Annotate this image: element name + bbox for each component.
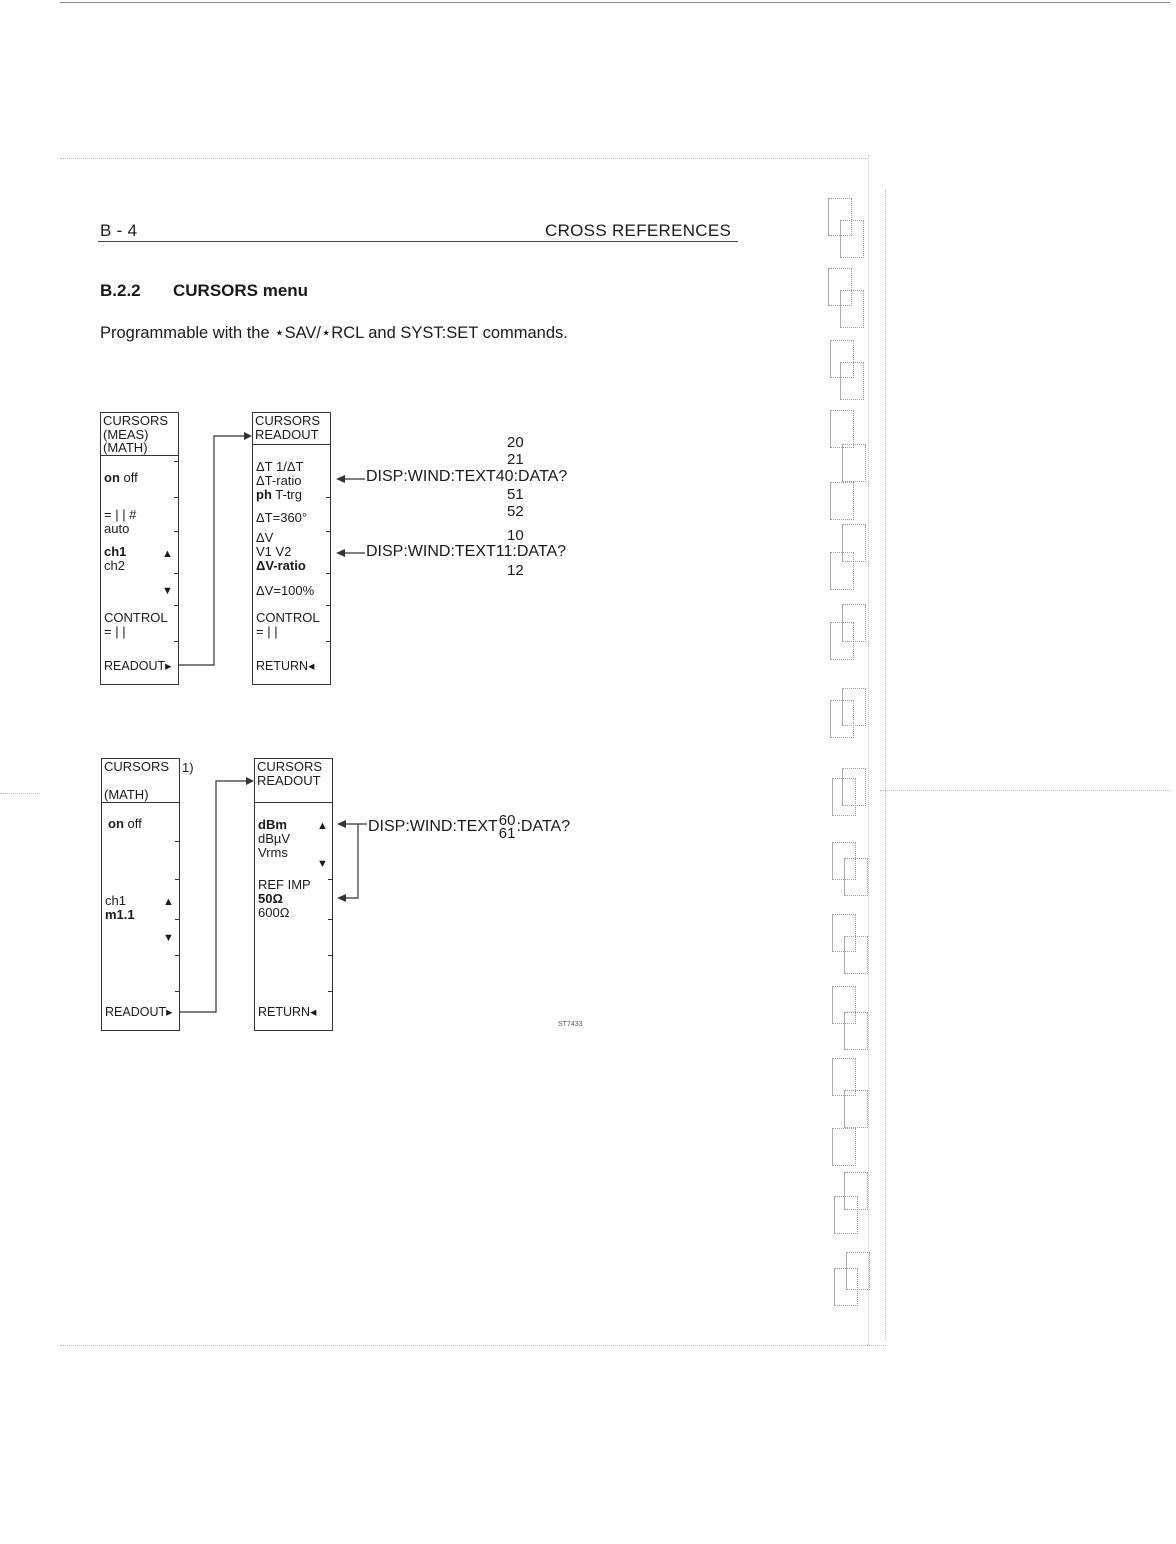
index-tab (830, 410, 854, 448)
command-index-60: 60 (498, 812, 516, 829)
command-index-51: 51 (507, 486, 524, 503)
command-text-3 (368, 814, 570, 840)
menu-title-line: CURSORS (104, 759, 170, 774)
command-suffix: :DATA? (516, 818, 571, 836)
softkey-divider (326, 497, 331, 498)
command-index-11: 11 (495, 543, 513, 560)
softkey-ref-imp[interactable]: REF IMP (258, 877, 311, 892)
intro-text: Programmable with the ⋆SAV/⋆RCL and SYST:SET commands. (100, 324, 568, 342)
up-arrow-icon: ▲ (162, 548, 173, 560)
softkey-delta-t-ratio[interactable]: ΔT-ratio (256, 473, 302, 488)
index-tab (840, 290, 864, 328)
softkey-50-ohm[interactable]: 50Ω (258, 891, 283, 906)
figure-code: ST7433 (558, 1021, 583, 1028)
menu-title-line: (MATH) (103, 440, 148, 455)
menu-title-line: READOUT (255, 426, 319, 442)
command-index-61: 61 (498, 825, 516, 842)
softkey-control[interactable]: CONTROL (256, 610, 320, 625)
header-rule (98, 241, 738, 242)
softkey-m1-1[interactable]: m1.1 (105, 907, 135, 922)
command-index-stack (499, 814, 516, 840)
readout-menu-title (255, 759, 332, 803)
index-tab (844, 1090, 868, 1128)
up-arrow-icon: ▲ (163, 896, 174, 908)
softkey-dbm[interactable]: dBm (258, 817, 287, 832)
index-tab (840, 220, 864, 258)
softkey-ch2[interactable]: ch2 (104, 558, 125, 573)
index-tab (832, 778, 856, 816)
right-page-edge (868, 155, 869, 1345)
command-suffix: :DATA? (513, 468, 568, 485)
index-tab (830, 622, 854, 660)
tab-edge-line (885, 190, 886, 1340)
softkey-ch1[interactable]: ch1 (104, 544, 127, 559)
down-arrow-icon: ▼ (163, 932, 174, 944)
command-prefix: DISP:WIND:TEXT (366, 543, 496, 560)
softkey-divider (328, 919, 333, 920)
softkey-return[interactable]: RETURN◂ (256, 659, 315, 673)
menu-title-line: (MEAS) (103, 426, 149, 442)
menu-title-line: CURSORS (257, 759, 323, 774)
softkey-bold-label: on (108, 816, 124, 831)
softkey-ch1[interactable]: ch1 (105, 893, 126, 908)
footnote-marker: 1) (182, 760, 194, 775)
softkey-auto[interactable]: auto (104, 521, 130, 536)
heading-number: B.2.2 (100, 281, 141, 300)
index-tab (830, 482, 854, 520)
softkey-divider (328, 955, 333, 956)
command-index-20: 20 (507, 434, 524, 451)
softkey-label: off (123, 816, 142, 831)
command-index-52: 52 (507, 503, 524, 520)
softkey-label: T-trg (271, 487, 302, 502)
index-tab (844, 1012, 868, 1050)
left-margin-rule (0, 793, 40, 794)
right-margin-rule (880, 790, 1170, 791)
menu-title-line: CURSORS (103, 413, 169, 428)
index-tab (834, 1196, 858, 1234)
cursors-math-menu (101, 758, 180, 1031)
readout-connector-2 (172, 770, 262, 1015)
command-prefix: DISP:WIND:TEXT (366, 468, 496, 485)
softkey-bold-label: on (104, 470, 120, 485)
cursors-menu (100, 412, 179, 685)
softkey-vrms[interactable]: Vrms (258, 845, 288, 860)
index-tab (830, 552, 854, 590)
index-tab (844, 858, 868, 896)
index-tab (832, 1128, 856, 1166)
lower-dotted-rule (60, 1345, 886, 1346)
cursors-math-menu-title (102, 759, 179, 803)
softkey-phase[interactable] (256, 487, 330, 502)
command-index-12: 12 (507, 562, 524, 579)
command-suffix: :DATA? (512, 543, 567, 560)
index-tab (844, 936, 868, 974)
command-index-21: 21 (507, 451, 524, 468)
index-tab (834, 1268, 858, 1306)
softkey-divider (326, 605, 331, 606)
index-tab (840, 362, 864, 400)
softkey-readout[interactable]: READOUT▸ (105, 1005, 173, 1019)
command-prefix: DISP:WIND:TEXT (368, 818, 498, 836)
softkey-delta-v-ratio[interactable]: ΔV-ratio (256, 558, 306, 573)
softkey-label: off (119, 470, 138, 485)
softkey-bold-label: ph (256, 487, 272, 502)
softkey-control[interactable]: CONTROL (104, 610, 168, 625)
cursors-menu-title (101, 413, 178, 456)
command-text-2 (366, 543, 566, 561)
index-tab (830, 700, 854, 738)
top-edge-rule (60, 2, 1170, 3)
upper-dotted-rule (60, 158, 868, 159)
menu-title-line: CURSORS (255, 413, 321, 428)
command-index-10: 10 (507, 527, 524, 544)
softkey-delta-t[interactable]: ΔT 1/ΔT (256, 459, 304, 474)
softkey-on-off[interactable] (104, 470, 178, 485)
menu-title-line: READOUT (257, 772, 321, 788)
softkey-divider (328, 991, 333, 992)
softkey-delta-v-100[interactable]: ΔV=100% (256, 583, 315, 598)
softkey-readout[interactable]: READOUT▸ (104, 659, 172, 673)
page-number: B - 4 (100, 221, 138, 240)
softkey-on-off[interactable] (108, 816, 179, 831)
up-arrow-icon: ▲ (317, 820, 328, 832)
readout-connector (170, 425, 260, 670)
softkey-divider (326, 641, 331, 642)
softkey-dbuv[interactable]: dBµV (258, 831, 291, 846)
menu-title-line: (MATH) (104, 786, 149, 802)
command-text-1 (366, 468, 567, 486)
down-arrow-icon: ▼ (317, 858, 328, 870)
readout-menu-title (253, 413, 330, 445)
command-index-40: 40 (495, 468, 514, 485)
cursors-readout-menu-2 (254, 758, 333, 1031)
softkey-delta-t-360[interactable]: ΔT=360° (256, 510, 308, 525)
softkey-control-mode: = | | (104, 624, 126, 639)
softkey-cursor-type[interactable]: = | | # (104, 507, 137, 522)
softkey-control-mode: = | | (256, 624, 278, 639)
softkey-600-ohm[interactable]: 600Ω (258, 905, 290, 920)
softkey-return[interactable]: RETURN◂ (258, 1005, 317, 1019)
section-title: CROSS REFERENCES (545, 221, 732, 240)
softkey-delta-v[interactable]: ΔV (256, 530, 274, 545)
softkey-v1-v2[interactable]: V1 V2 (256, 544, 292, 559)
down-arrow-icon: ▼ (162, 585, 173, 597)
cursors-readout-menu (252, 412, 331, 685)
heading-title: CURSORS menu (173, 281, 309, 300)
softkey-divider (326, 573, 331, 574)
index-tab (842, 444, 866, 482)
